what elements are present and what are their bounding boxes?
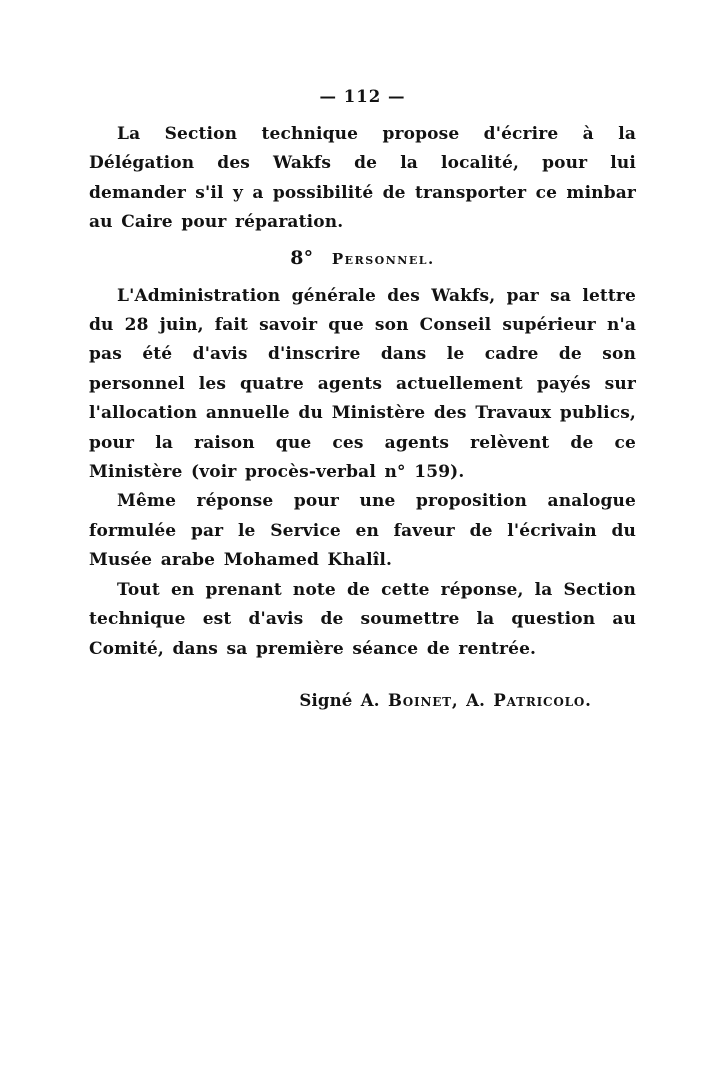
signature-prefix: Signé A. bbox=[299, 690, 389, 710]
section-title: Personnel. bbox=[331, 249, 435, 268]
page-number: — 112 — bbox=[319, 87, 406, 106]
paragraph-minbar-transport: La Section technique propose d'écrire à la Délégation des Wakfs de la localité, pour lui demander s'il y a possibilité de transporter ce minbar au Caire pour réparation. bbox=[89, 124, 636, 233]
signature-separator: , A. bbox=[451, 690, 494, 710]
signature-name-boinet: Boinet bbox=[388, 690, 452, 710]
paragraph-section-technique-avis: Tout en prenant note de cette réponse, la Section technique est d'avis de soumettre la question au Comité, dans sa première séance de rentrée. bbox=[89, 579, 636, 659]
paragraph-meme-reponse: Même réponse pour une proposition analogue formulée par le Service en faveur de l'écrivain du Musée arabe Mohamed Khalîl. bbox=[89, 491, 636, 571]
text-block bbox=[89, 86, 636, 712]
section-heading bbox=[89, 245, 636, 272]
section-ordinal: 8° bbox=[290, 246, 314, 269]
signature-line bbox=[89, 690, 591, 712]
paragraph-administration-wakfs: L'Administration générale des Wakfs, par sa lettre du 28 juin, fait savoir que son Conseil supérieur n'a pas été d'avis d'inscrire dans le cadre de son personnel les quatre agents actuellement payés sur l'allocation annuelle du Ministère des Travaux publics, pour la raison que ces agents relèvent de ce Ministère (voir procès-verbal n° 159). bbox=[89, 285, 636, 483]
signature-suffix: . bbox=[585, 690, 591, 710]
signature-name-patricolo: Patricolo bbox=[493, 690, 586, 710]
